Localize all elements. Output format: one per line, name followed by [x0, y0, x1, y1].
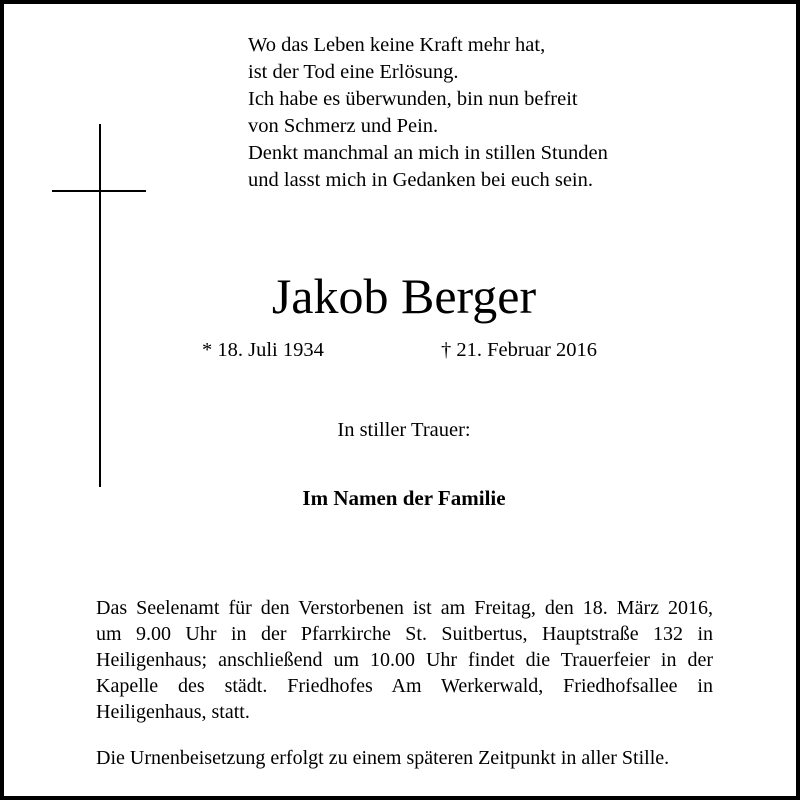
- service-line: Heiligenhaus, statt.: [96, 701, 250, 723]
- poem-line: Ich habe es überwunden, bin nun befreit: [248, 88, 578, 110]
- poem-line: von Schmerz und Pein.: [248, 115, 439, 137]
- service-line: um 9.00 Uhr in der Pfarrkirche St. Suitbertus, Hauptstraße 132 in: [96, 623, 713, 645]
- poem-line: Wo das Leben keine Kraft mehr hat,: [248, 34, 546, 56]
- family-signature: Im Namen der Familie: [302, 486, 506, 510]
- deceased-name: Jakob Berger: [271, 268, 537, 324]
- service-line: Heiligenhaus; anschließend um 10.00 Uhr findet die Trauerfeier in der: [96, 649, 713, 671]
- urn-burial-note: Die Urnenbeisetzung erfolgt zu einem späteren Zeitpunkt in aller Stille.: [96, 747, 670, 769]
- poem-line: ist der Tod eine Erlösung.: [248, 61, 459, 83]
- cross-horizontal-bar: [52, 190, 146, 192]
- service-announcement: [96, 595, 713, 725]
- birth-date: * 18. Juli 1934: [202, 339, 324, 361]
- death-date: † 21. Februar 2016: [441, 339, 598, 361]
- poem-line: und lasst mich in Gedanken bei euch sein.: [248, 169, 593, 191]
- service-line: Kapelle des städt. Friedhofes Am Werkerwald, Friedhofsallee in: [96, 675, 713, 697]
- mourning-intro: In stiller Trauer:: [337, 419, 471, 441]
- poem-line: Denkt manchmal an mich in stillen Stunden: [248, 142, 608, 164]
- service-line: Das Seelenamt für den Verstorbenen ist am Freitag, den 18. März 2016,: [96, 597, 713, 619]
- poem: [248, 32, 608, 194]
